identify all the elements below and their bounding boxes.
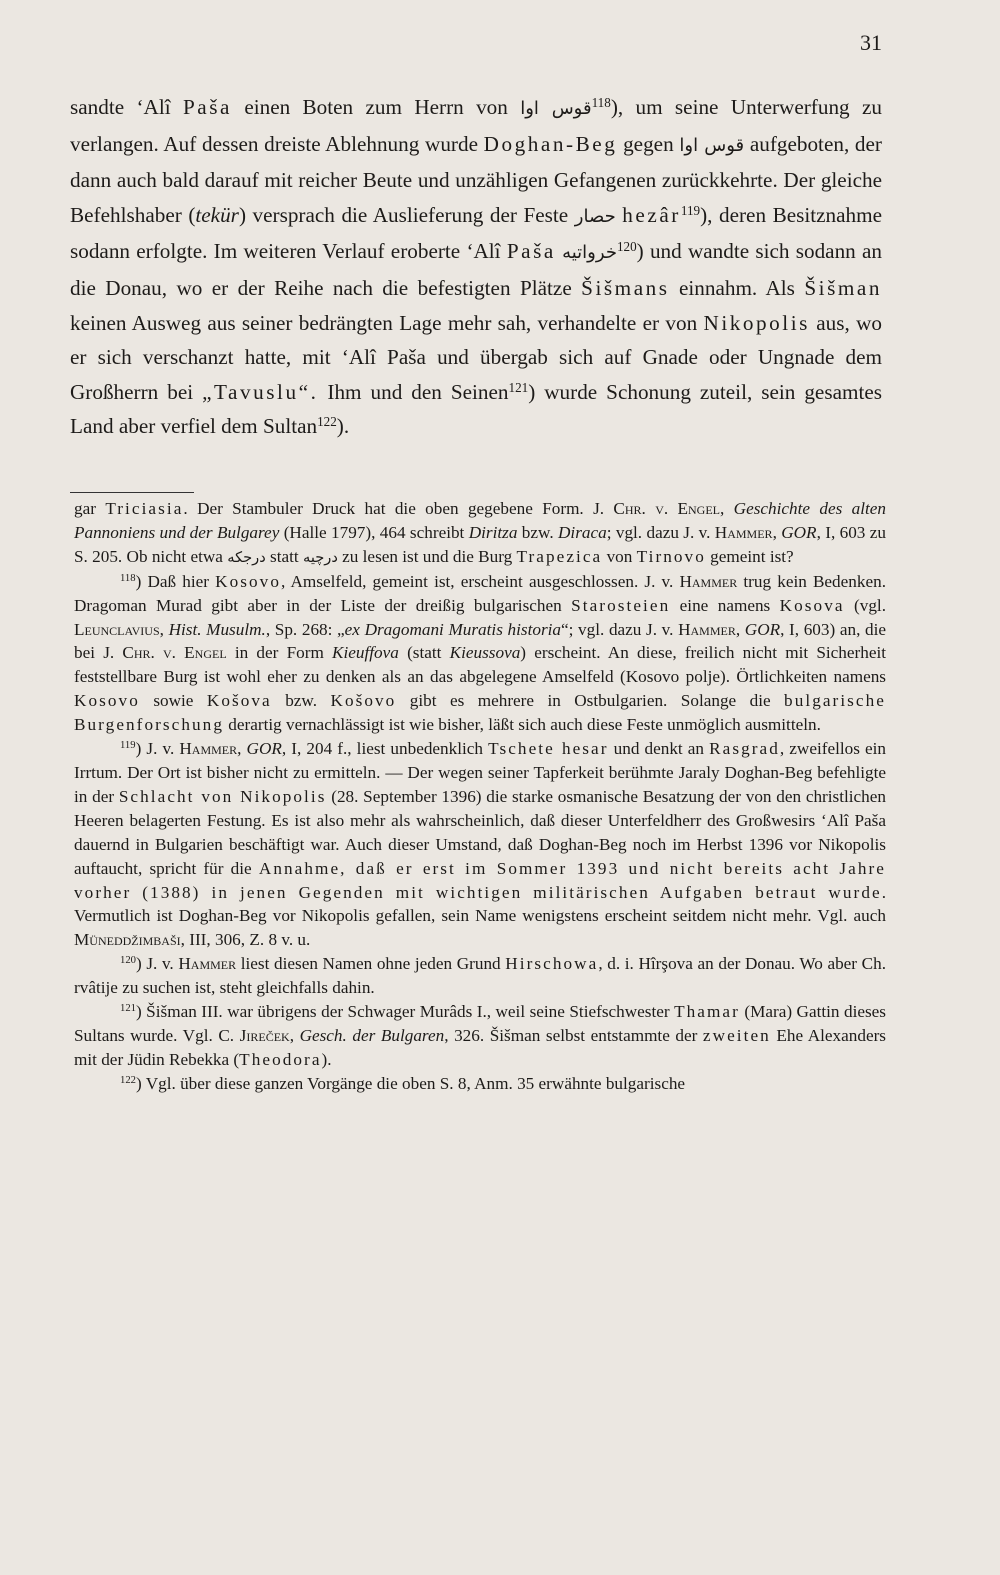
page-number: 31 <box>860 30 882 55</box>
footnote-ref: 119 <box>680 202 701 218</box>
arabic-term: خرواتيه <box>562 242 617 264</box>
arabic-term: حصار <box>574 205 616 227</box>
footnote-ref: 121 <box>508 379 529 395</box>
footnote-number: 119 <box>120 740 136 752</box>
footnote-number: 122 <box>120 1074 136 1086</box>
footnote-separator <box>70 492 194 493</box>
footnote-119: $^{119}$) J. v. Hammer, GOR, I, 204 f., liest unbedenklich Tschete hesar und denkt an Rasgrad, zweifellos ein Irrtum. Der Ort ist bisher nicht zu ermitteln. — Der wegen seiner Tapferkeit berühmte Jaraly Doghan-Beg befehligte in der Schlacht von Nikopolis (28. September 1396) die starke osmanische Besatzung der von den christlichen Heeren belagerten Festung. Es ist also mehr als wahrscheinlich, daß dieser Unterfeldherr des Großwesirs ‘Alî Paša dauernd in Bulgarien beschäftigt war. Auch dieser Umstand, daß Doghan-Beg noch im Herbst 1396 vor Nikopolis auftaucht, spricht für die Annahme, daß er erst im Sommer 1393 und nicht bereits acht Jahre vorher (1388) in jenen Gegenden mit wichtigen militärischen Aufgaben betraut wurde. Vermutlich ist Doghan-Beg vor Nikopolis gefallen, sein Name wenigstens erscheint seitdem nicht mehr. Vgl. auch Müneddžimbaši, III, 306, Z. 8 v. u. <box>74 739 887 950</box>
arabic-term: قوس اوا <box>520 98 592 119</box>
footnote-122: $^{122}$) Vgl. über diese ganzen Vorgänge die oben S. 8, Anm. 35 erwähnte bulgarische <box>120 1073 686 1093</box>
footnote-ref: 120 <box>616 239 637 255</box>
footnote-ref: 122 <box>317 414 337 430</box>
footnotes <box>74 497 886 1096</box>
arabic-term: درچيه <box>303 548 338 566</box>
footnote-118: $^{118}$) Daß hier Kosovo, Amselfeld, gemeint ist, erscheint ausgeschlossen. J. v. Hammer trug kein Bedenken. Dragoman Murad gibt aber in der Liste der dreißig bulgarischen Starosteien eine namens Kosova (vgl. Leunclavius, Hist. Musulm., Sp. 268: „ex Dragomani Muratis historia“; vgl. dazu J. v. Hammer, GOR, I, 603) an, die bei J. Chr. v. Engel in der Form Kieuffova (statt Kieussova) erscheint. An diese, freilich nicht mit Sicherheit feststellbare Burg ist wohl eher zu denken als an das abgelegene Amselfeld (Kosovo polje). Örtlichkeiten namens Kosovo sowie Košova bzw. Košovo gibt es mehrere in Ostbulgarien. Solange die bulgarische Burgenforschung derartig vernachlässigt ist wie bisher, läßt sich auch diese Feste unmöglich ausmitteln. <box>74 571 886 735</box>
main-paragraph: sandte ‘Alî Paša einen Boten zum Herrn von قوس اوا$^{118}$), um seine Unterwerfung zu verlangen. Auf dessen dreiste Ablehnung wurde Doghan-Beg gegen قوس اوا aufgeboten, der dann auch bald darauf mit reicher Beute und unzähligen Gefangenen zurückkehrte. Der gleiche Befehlshaber (tekür) versprach die Auslieferung der Feste حصار hezâr$^{119}$), deren Besitznahme sodann erfolgte. Im weiteren Verlauf eroberte ‘Alî Paša خرواتيه$^{120}$) und wandte sich sodann an die Donau, wo er der Reihe nach die befestigten Plätze Šišmans einnahm. Als Šišman keinen Ausweg aus seiner bedrängten Lage mehr sah, verhandelte er von Nikopolis aus, wo er sich verschanzt hatte, mit ‘Alî Paša und übergab sich auf Gnade oder Ungnade dem Großherrn bei „Tavuslu“. Ihm und den Seinen$^{121}$) wurde Schonung zuteil, sein gesamtes Land aber verfiel dem Sultan$^{122}$). <box>70 94 883 439</box>
main-text <box>70 90 882 444</box>
arabic-term: قوس اوا <box>679 134 745 156</box>
footnote-121: $^{121}$) Šišman III. war übrigens der Schwager Murâds I., weil seine Stiefschwester Thamar (Mara) Gattin dieses Sultans wurde. Vgl. C. Jireček, Gesch. der Bulgaren, 326. Šišman selbst entstammte der zweiten Ehe Alexanders mit der Jüdin Rebekka (Theodora). <box>74 1002 886 1069</box>
footnote-number: 121 <box>120 1003 136 1015</box>
footnote-117-continuation: gar Triciasia. Der Stambuler Druck hat die oben gegebene Form. J. Chr. v. Engel, Geschichte des alten Pannoniens und der Bulgarey (Halle 1797), 464 schreibt Diritza bzw. Diraca; vgl. dazu J. v. Hammer, GOR, I, 603 zu S. 205. Ob nicht etwa درجكه statt درچيه zu lesen ist und die Burg Trapezica von Tirnovo gemeint ist? <box>74 499 887 566</box>
footnote-120: $^{120}$) J. v. Hammer liest diesen Namen ohne jeden Grund Hirschowa, d. i. Hîrşova an der Donau. Wo aber Ch. rvâtije zu suchen ist, steht gleichfalls dahin. <box>74 954 887 998</box>
footnote-number: 118 <box>120 572 136 584</box>
footnote-number: 120 <box>120 955 136 967</box>
footnote-ref: 118 <box>591 94 611 110</box>
arabic-term: درجكه <box>227 548 266 566</box>
